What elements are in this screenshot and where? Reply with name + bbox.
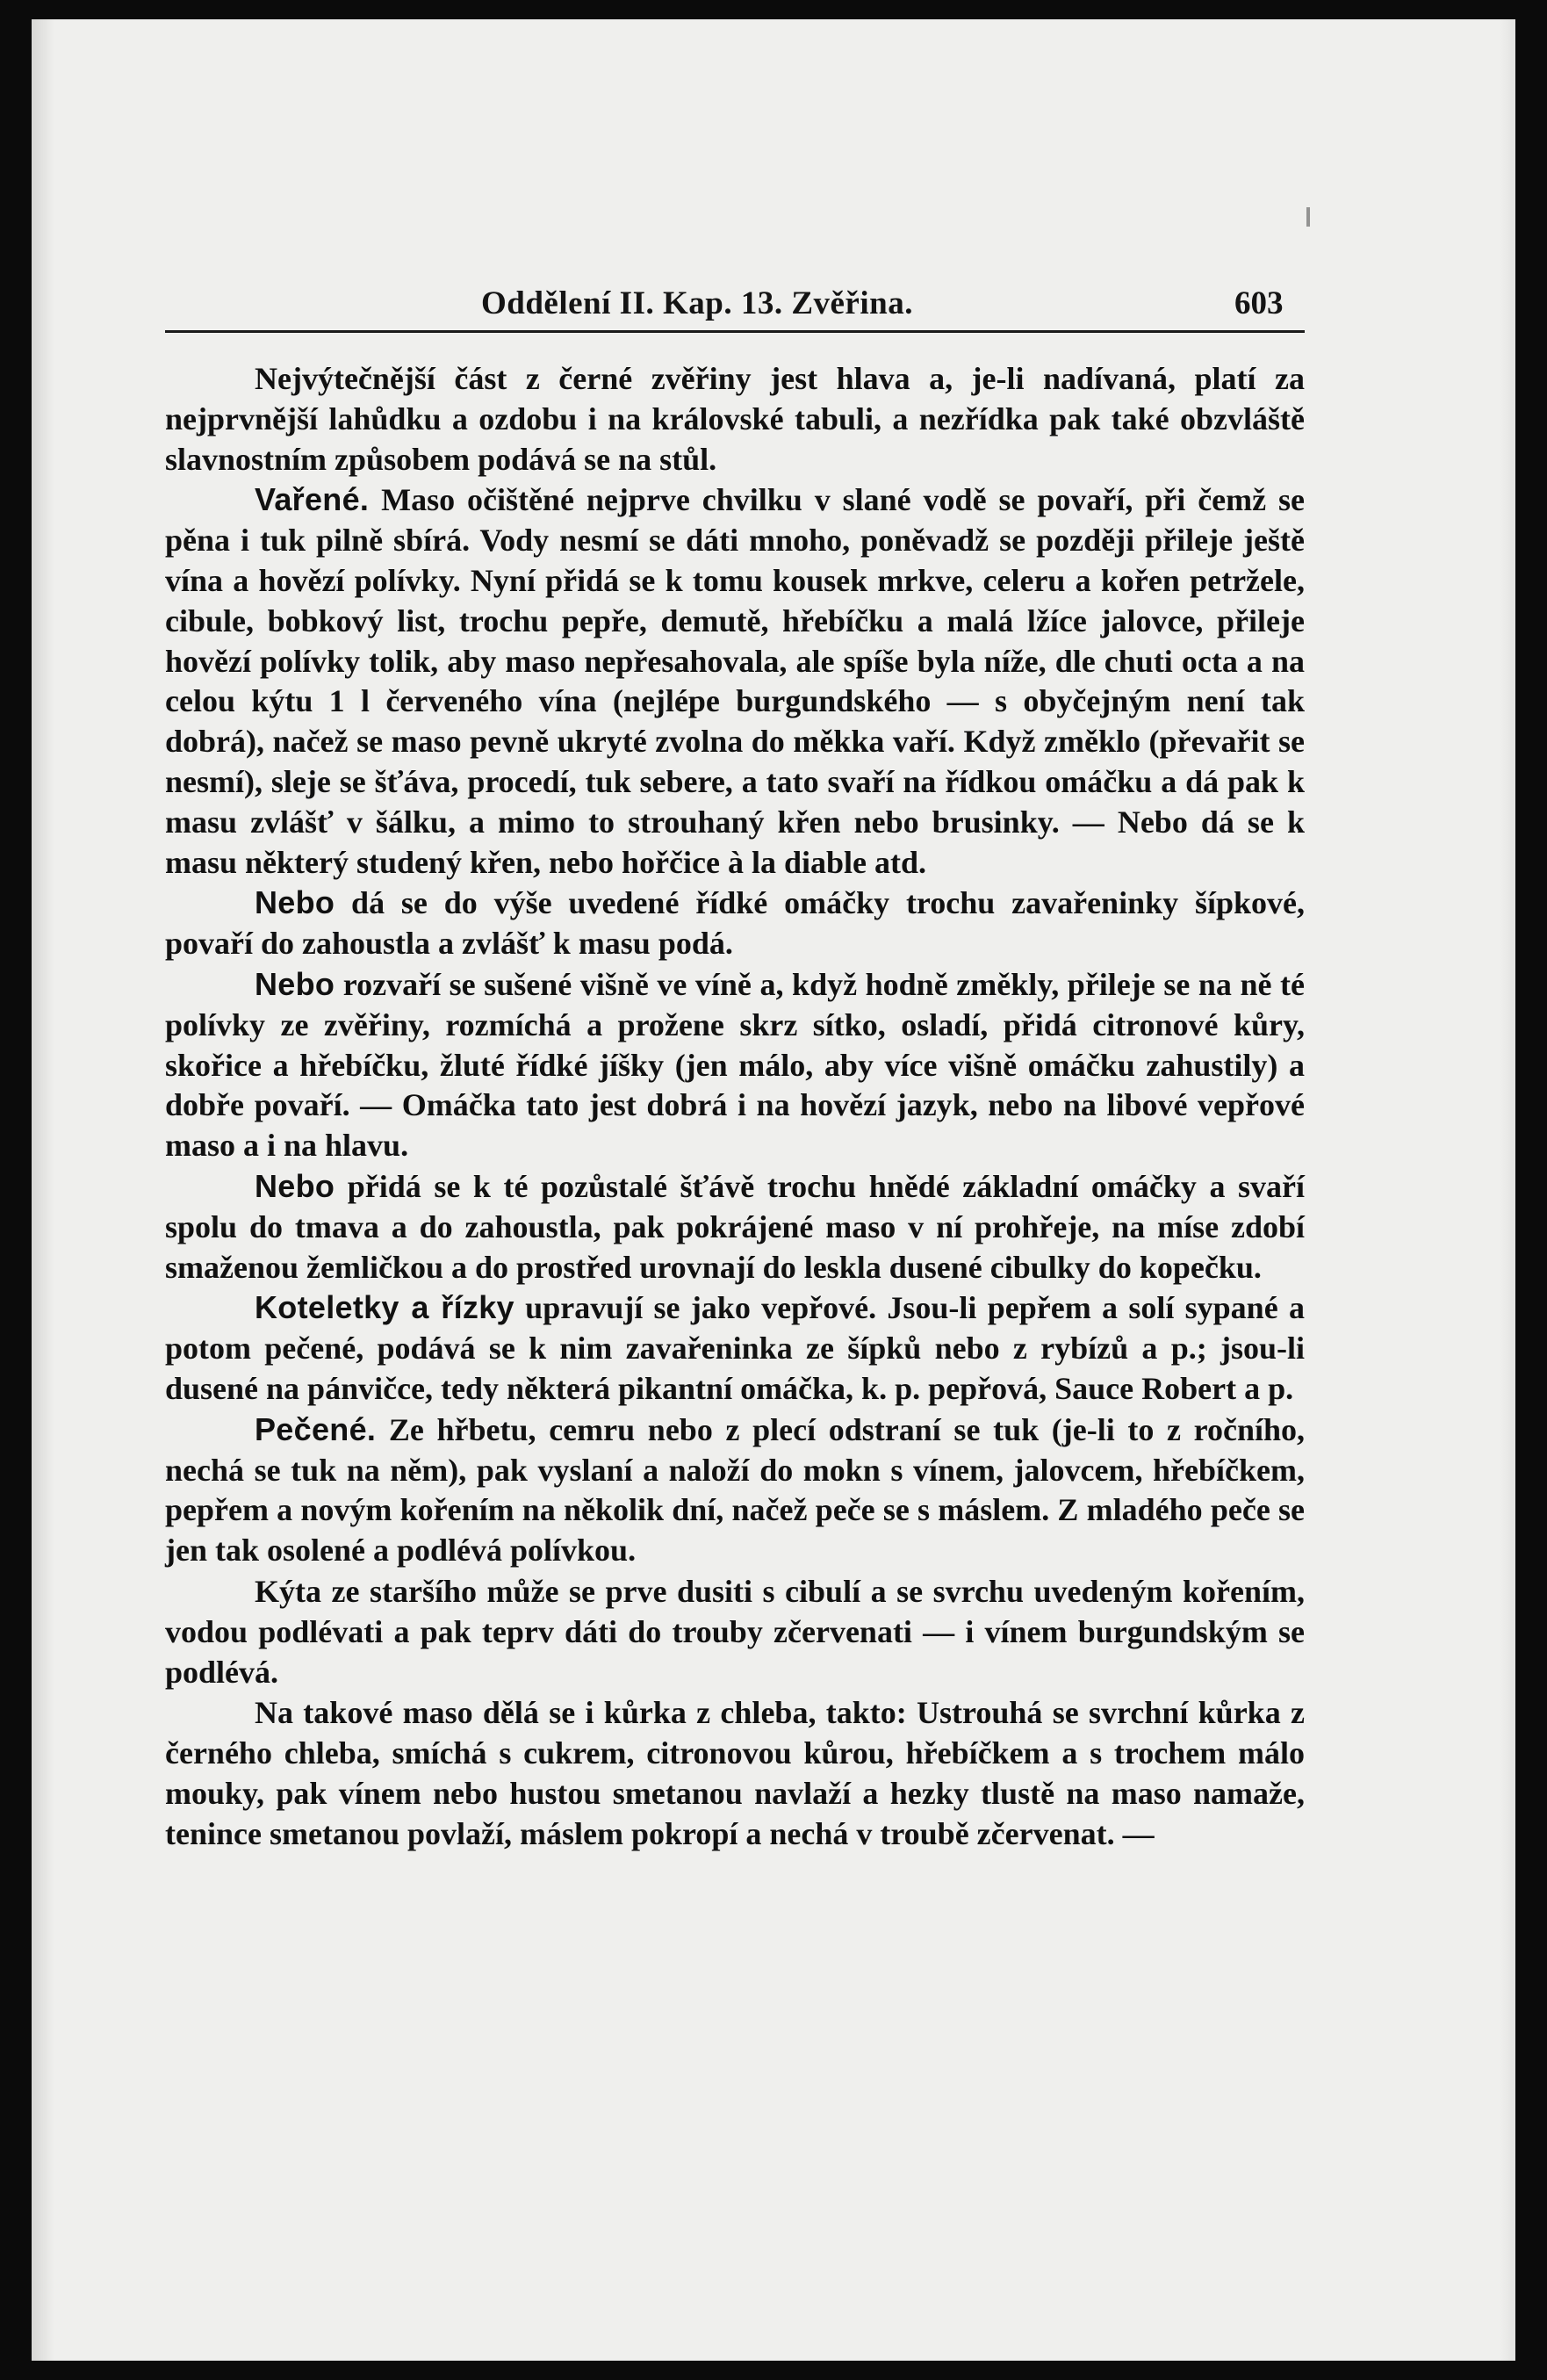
book-page	[32, 19, 1515, 2361]
paragraph-text: Ze hřbetu, cemru nebo z plecí odstraní se tuk (je-li to z ročního, nechá se tuk na něm), pak vyslaní a naloží do mokn s vínem, jalovcem, hřebíčkem, pepřem a novým kořením na několik dní, načež peče se s máslem. Z mladého peče se jen tak osolené a podlévá polívkou.	[165, 1411, 1306, 1569]
paragraph-lead: Koteletky a řízky	[255, 1289, 514, 1326]
paragraph	[165, 480, 1305, 883]
paragraph-lead: Vařené.	[255, 481, 370, 518]
running-header	[32, 283, 1515, 323]
paragraph	[165, 883, 1305, 964]
paragraph-lead: Pečené.	[255, 1410, 377, 1447]
paragraph-text: Maso očištěné nejprve chvilku v slané vodě se povaří, při čemž se pěna i tuk pilně sbírá. Vody nesmí se dáti mnoho, poněvadž se později přileje ještě vína a hovězí polívky. Nyní přidá se k tomu kousek mrkve, celeru a kořen petržele, cibule, bobkový list, trochu pepře, demutě, hřebíčku a malá lžíce jalovce, přileje hovězí polívky tolik, aby maso nepřesahovala, ale spíše byla níže, dle chuti octa a na celou kýtu 1 l červeného vína (nejlépe burgundského — s obyčejným není tak dobrá), načež se maso pevně ukryté zvolna do měkka vaří. Když změklo (převařit se nesmí), sleje se šťáva, procedí, tuk sebere, a tato svaří na řídkou omáčku a dá pak k masu zvlášť v šálku, a mimo to strouhaný křen nebo brusinky. — Nebo dá se k masu některý studený křen, nebo hořčice à la diable atd.	[165, 482, 1306, 880]
paragraph-text: přidá se k té pozůstalé šťávě trochu hnědé základní omáčky a svaří spolu do tmava a do zahoustla, pak pokrájené maso v ní prohřeje, na míse zdobí smaženou žemličkou a do prostřed urovnají do leskla dusené cibulky do kopečku.	[165, 1168, 1305, 1285]
page-number: 603	[1234, 285, 1284, 321]
header-rule	[165, 330, 1305, 333]
paragraph-text: Kýta ze staršího může se prve dusiti s cibulí a se svrchu uvedeným kořením, vodou podlévati a pak teprv dáti do trouby zčervenati — i vínem burgundským se podlévá.	[165, 1573, 1305, 1690]
paragraph	[165, 1166, 1305, 1287]
paragraph	[165, 1571, 1305, 1692]
paragraph-lead: Nebo	[255, 965, 335, 1002]
paragraph-text: rozvaří se sušené višně ve víně a, když hodně změkly, přileje se na ně té polívky ze zvěřiny, rozmíchá a prožene skrz sítko, osladí, přidá citronové kůry, skořice a hřebíčku, žluté řídké jíšky (jen málo, aby více višně omáčku zahustily) a dobře povaří. — Omáčka tato jest dobrá i na hovězí jazyk, nebo na libové vepřové maso a i na hlavu.	[165, 966, 1306, 1164]
scan-edge-mark	[1306, 207, 1310, 227]
paragraph-text: Na takové maso dělá se i kůrka z chleba, takto: Ustrouhá se svrchní kůrka z černého chleba, smíchá s cukrem, citronovou kůrou, hřebíčkem a s trochem málo mouky, pak vínem nebo hustou smetanou navlaží a hezky tlustě na maso namaže, tenince smetanou povlaží, máslem pokropí a nechá v troubě zčervenat. —	[165, 1695, 1305, 1851]
paragraph-text: Nejvýtečnější část z černé zvěřiny jest hlava a, je-li nadívaná, platí za nejprvnější lahůdku a ozdobu i na královské tabuli, a nezřídka pak také obzvláště slavnostním způsobem podává se na stůl.	[165, 361, 1305, 477]
paragraph	[165, 1287, 1305, 1409]
paragraph	[165, 1410, 1305, 1571]
paragraph	[165, 358, 1305, 480]
paragraph-lead: Nebo	[255, 884, 335, 921]
paragraph-lead: Nebo	[255, 1167, 335, 1204]
paragraph-text: upravují se jako vepřové. Jsou-li pepřem a solí sypané a potom pečené, podává se k nim zavařeninka ze šípků nebo z rybízů a p.; jsou-li dusené na pánvičce, tedy některá pikantní omáčka, k. p. pepřová, Sauce Robert a p.	[165, 1290, 1305, 1406]
paragraph	[165, 964, 1305, 1166]
body-text	[165, 358, 1305, 1854]
paragraph-text: dá se do výše uvedené řídké omáčky trochu zavařeninky šípkové, povaří do zahoustla a zvlášť k masu podá.	[165, 885, 1305, 962]
running-header-title: Oddělení II. Kap. 13. Zvěřina.	[481, 285, 913, 321]
paragraph	[165, 1692, 1305, 1854]
